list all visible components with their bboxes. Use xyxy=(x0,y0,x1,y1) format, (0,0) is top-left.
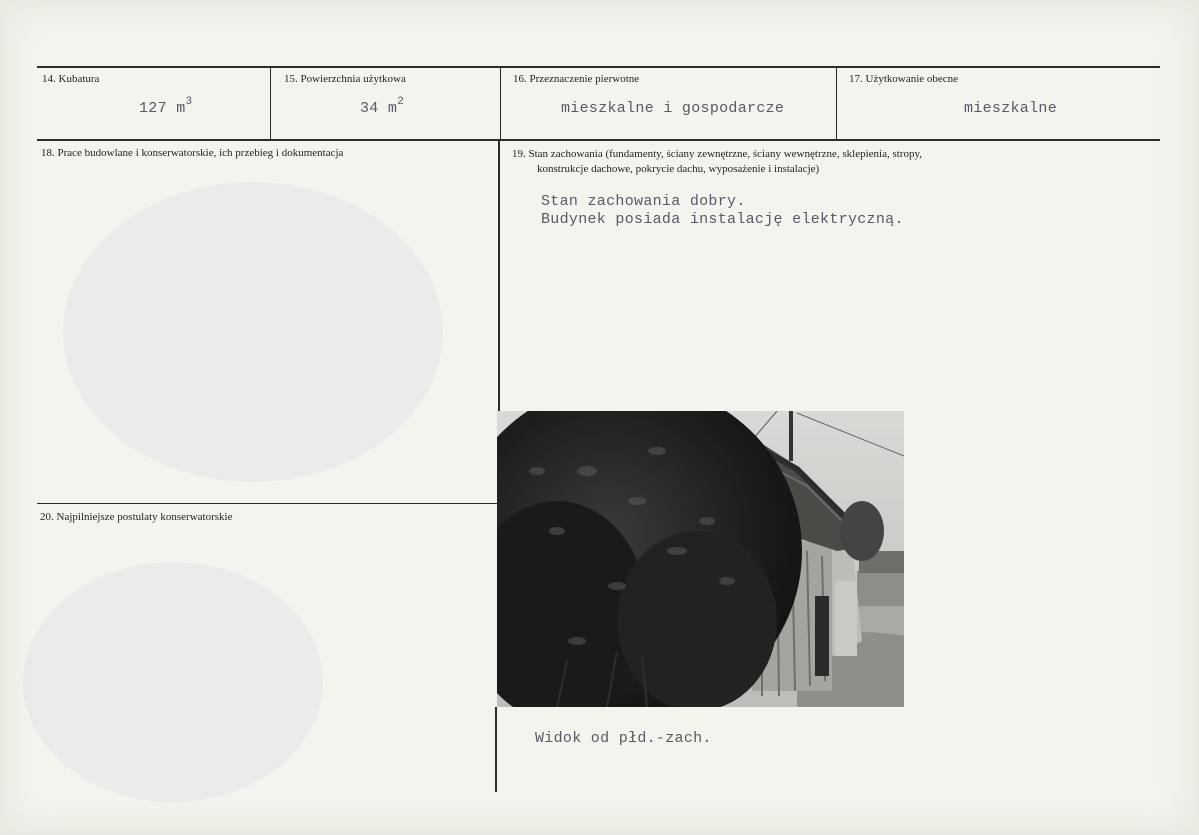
building-photo-image xyxy=(497,411,904,707)
divider-18-19 xyxy=(498,141,500,411)
building-photo xyxy=(497,411,904,707)
photo-caption: Widok od płd.-zach. xyxy=(535,730,712,747)
field-17-label: 17. Użytkowanie obecne xyxy=(849,73,959,85)
field-14-value: 127 $m^3$ xyxy=(139,96,193,117)
field-16-label: 16. Przeznaczenie pierwotne xyxy=(513,73,640,85)
divider-20-caption xyxy=(495,707,497,792)
rule-top xyxy=(37,66,1160,68)
paper-stain xyxy=(63,182,443,482)
paper-stain xyxy=(23,562,323,802)
rule-section-20 xyxy=(37,503,497,504)
rule-row1-bottom xyxy=(37,139,1160,141)
field-18-label: 18. Prace budowlane i konserwatorskie, ich przebieg i dokumentacja xyxy=(41,147,344,159)
field-19-label-line2: konstrukcje dachowe, pokrycie dachu, wyposażenie i instalacje) xyxy=(537,163,820,175)
field-19-label-line1: 19. Stan zachowania (fundamenty, ściany zewnętrzne, ściany wewnętrzne, sklepienia, stropy, xyxy=(512,148,923,160)
field-15-value: 34 $m^2$ xyxy=(360,96,405,117)
field-15-label: 15. Powierzchnia użytkowa xyxy=(284,73,406,85)
field-17-value: mieszkalne xyxy=(964,100,1058,117)
field-19-text-line1: Stan zachowania dobry. xyxy=(541,193,746,210)
divider-15-16 xyxy=(500,67,501,140)
divider-14-15 xyxy=(270,67,271,140)
field-14-label: 14. Kubatura xyxy=(42,73,100,85)
field-16-value: mieszkalne i gospodarcze xyxy=(561,100,785,117)
field-20-label: 20. Najpilniejsze postulaty konserwatorskie xyxy=(40,511,233,523)
divider-16-17 xyxy=(836,67,837,140)
field-19-text-line2: Budynek posiada instalację elektryczną. xyxy=(541,211,904,228)
